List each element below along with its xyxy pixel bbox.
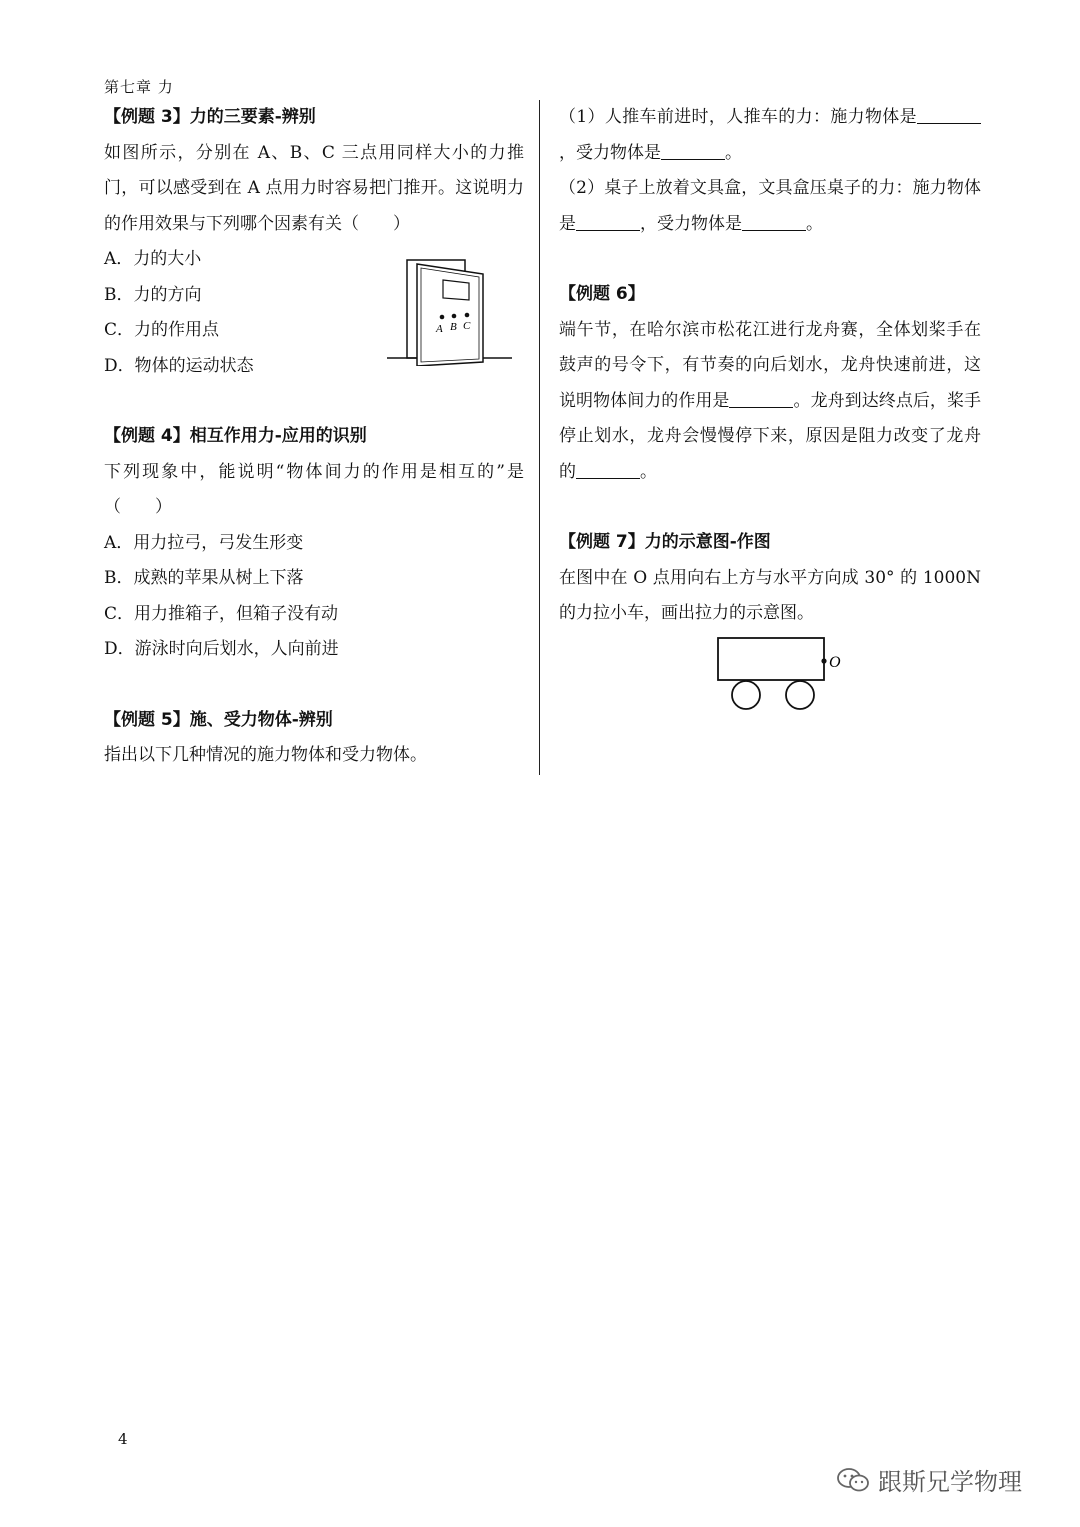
door-label-c: C <box>463 320 471 332</box>
door-label-b: B <box>450 321 457 333</box>
answer-blank[interactable] <box>576 212 640 231</box>
column-divider <box>539 100 540 775</box>
door-label-a: A <box>436 323 443 335</box>
cart-figure <box>710 634 850 714</box>
example-3-option-c: C．力的作用点 <box>104 320 220 340</box>
answer-blank[interactable] <box>917 105 981 124</box>
example-7-text: 在图中在 O 点用向右上方与水平方向成 30° 的 1000N 的力拉小车，画出拉力的示意图。 <box>559 567 981 623</box>
example-6-title: 【例题 6】 <box>559 284 645 304</box>
example-3-option-a: A．力的大小 <box>104 249 202 269</box>
example-7-title: 【例题 7】力的示意图-作图 <box>559 532 771 552</box>
answer-blank[interactable] <box>742 212 806 231</box>
answer-blank[interactable] <box>729 389 793 408</box>
example-3-option-d: D．物体的运动状态 <box>104 355 254 376</box>
example-4-text: 下列现象中，能说明“物体间力的作用是相互的”是（ ） <box>104 461 524 517</box>
page-number: 4 <box>118 1430 128 1448</box>
wechat-icon <box>836 1466 870 1494</box>
example-3-title: 【例题 3】力的三要素-辨别 <box>104 107 316 127</box>
example-4-option-c: C．用力推箱子，但箱子没有动 <box>104 603 339 624</box>
point-o-marker <box>821 658 826 663</box>
example-4-option-d: D．游泳时向后划水，人向前进 <box>104 639 339 659</box>
left-column <box>104 100 524 774</box>
watermark <box>836 1462 1022 1497</box>
example-5-item-1: （1）人推车前进时，人推车的力：施力物体是，受力物体是 。 <box>559 100 981 171</box>
chapter-header: 第七章 力 <box>104 78 174 96</box>
example-4-option-a: A．用力拉弓，弓发生形变 <box>104 532 304 553</box>
example-5-item-2: （2）桌子上放着文具盒，文具盒压桌子的力：施力物体是 ，受力物体是 。 <box>559 178 981 234</box>
right-column <box>559 100 981 632</box>
answer-blank[interactable] <box>576 460 640 479</box>
door-figure <box>387 258 515 366</box>
example-6-text: 端午节，在哈尔滨市松花江进行龙舟赛，全体划桨手在鼓声的号令下，有节奏的向后划水，龙舟快速前进，这说明物体间力的作用是 。龙舟到达终点后，桨手停止划水，龙舟会慢慢停下来，原因是阻力改变了龙舟的 。 <box>559 319 982 482</box>
point-o-label: O <box>829 654 841 671</box>
example-3-text: 如图所示，分别在 A、B、C 三点用同样大小的力推门，可以感受到在 A 点用力时容易把门推开。这说明力的作用效果与下列哪个因素有关（ ） <box>104 142 524 234</box>
example-3-option-b: B．力的方向 <box>104 284 202 305</box>
example-5-text: 指出以下几种情况的施力物体和受力物体。 <box>104 745 427 765</box>
watermark-text: 跟斯兄学物理 <box>878 1468 1022 1496</box>
example-4-title: 【例题 4】相互作用力-应用的识别 <box>104 426 367 446</box>
answer-blank[interactable] <box>661 141 725 160</box>
example-5-title: 【例题 5】施、受力物体-辨别 <box>104 709 333 730</box>
example-4-option-b: B．成熟的苹果从树上下落 <box>104 568 304 588</box>
